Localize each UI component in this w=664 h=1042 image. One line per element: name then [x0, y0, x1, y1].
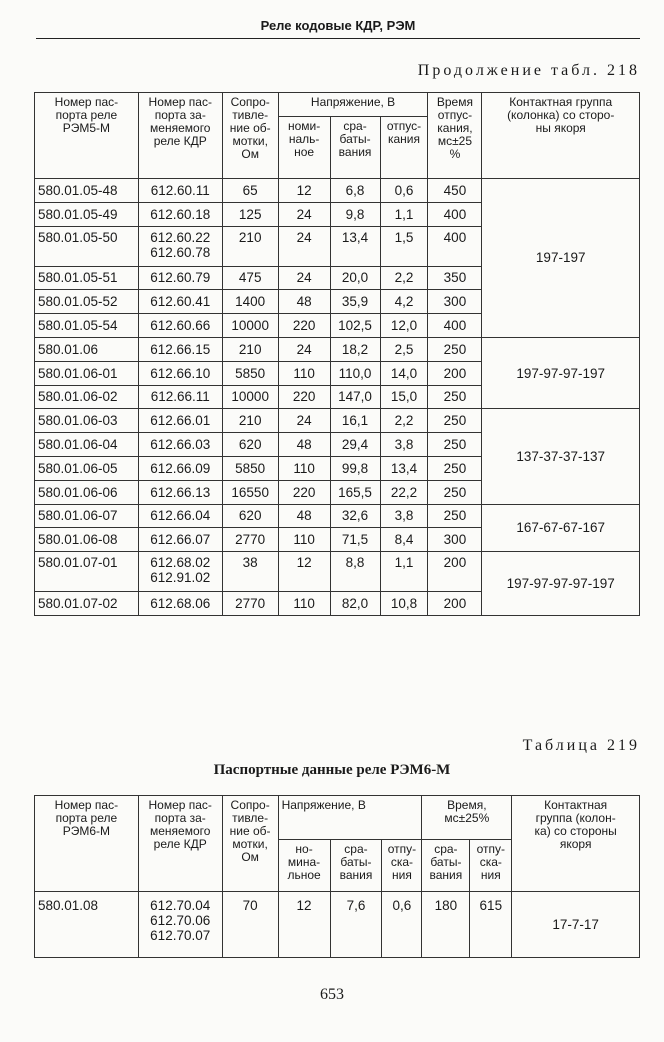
cell-passport: 580.01.06-08 — [35, 528, 139, 552]
cell-pickup: 147,0 — [330, 385, 380, 409]
table-219-label: Таблица 219 — [522, 737, 640, 754]
cell-passport: 580.01.05-52 — [35, 290, 139, 314]
cell-time: 400 — [428, 314, 482, 338]
cell-release: 1,5 — [380, 226, 428, 266]
header-voltage: Напряжение, В — [278, 93, 428, 117]
cell-time: 300 — [428, 290, 482, 314]
cell-nominal: 220 — [278, 480, 330, 504]
cell-resistance: 2770 — [222, 528, 278, 552]
cell-nominal: 220 — [278, 385, 330, 409]
cell-release: 14,0 — [380, 361, 428, 385]
cell-replaced: 612.66.11 — [138, 385, 222, 409]
table-row — [35, 409, 640, 433]
header-nominal: номи- наль- ное — [278, 117, 330, 179]
cell-resistance: 38 — [222, 552, 278, 592]
cell-time: 400 — [428, 202, 482, 226]
cell-nominal: 220 — [278, 314, 330, 338]
cell-passport: 580.01.06-01 — [35, 361, 139, 385]
cell-release: 1,1 — [380, 552, 428, 592]
cell-passport: 580.01.05-50 — [35, 226, 139, 266]
cell-nominal: 48 — [278, 433, 330, 457]
cell-pickup: 29,4 — [330, 433, 380, 457]
cell-resistance: 5850 — [222, 361, 278, 385]
cell-contact-group: 197-197 — [482, 179, 640, 338]
cell-replaced: 612.68.06 — [138, 592, 222, 616]
cell-replaced: 612.66.15 — [138, 337, 222, 361]
header-resistance: Сопро- тивле- ние об- мотки, Ом — [222, 796, 278, 892]
running-header: Реле кодовые КДР, РЭМ — [36, 14, 640, 39]
cell-resistance: 210 — [222, 226, 278, 266]
cell-replaced: 612.66.13 — [138, 480, 222, 504]
cell-replaced: 612.66.01 — [138, 409, 222, 433]
cell-passport: 580.01.05-49 — [35, 202, 139, 226]
header-passport: Номер пас- порта реле РЭМ5-М — [35, 93, 139, 179]
cell-replaced: 612.60.22 612.60.78 — [138, 226, 222, 266]
cell-nominal: 24 — [278, 337, 330, 361]
cell-nominal: 110 — [278, 361, 330, 385]
cell-pickup: 8,8 — [330, 552, 380, 592]
cell-replaced: 612.66.07 — [138, 528, 222, 552]
cell-release: 10,8 — [380, 592, 428, 616]
cell-passport: 580.01.05-48 — [35, 179, 139, 203]
table-row — [35, 337, 640, 361]
cell-time: 200 — [428, 592, 482, 616]
cell-passport: 580.01.06-04 — [35, 433, 139, 457]
cell-time-pickup: 180 — [422, 892, 470, 958]
cell-release: 12,0 — [380, 314, 428, 338]
header-time-release: отпу- ска- ния — [470, 840, 512, 892]
cell-replaced: 612.66.10 — [138, 361, 222, 385]
table-continuation-label: Продолжение табл. 218 — [417, 62, 640, 79]
cell-time: 200 — [428, 552, 482, 592]
cell-pickup: 7,6 — [330, 892, 382, 958]
cell-pickup: 9,8 — [330, 202, 380, 226]
cell-release: 3,8 — [380, 504, 428, 528]
cell-release: 2,5 — [380, 337, 428, 361]
cell-pickup: 82,0 — [330, 592, 380, 616]
cell-nominal: 24 — [278, 226, 330, 266]
cell-replaced: 612.66.09 — [138, 456, 222, 480]
cell-passport: 580.01.05-51 — [35, 266, 139, 290]
cell-contact-group: 197-97-97-97-197 — [482, 552, 640, 616]
cell-nominal: 24 — [278, 266, 330, 290]
cell-replaced: 612.60.79 — [138, 266, 222, 290]
table-219 — [34, 795, 640, 958]
header-time: Время, мс±25% — [422, 796, 512, 840]
cell-nominal: 12 — [278, 179, 330, 203]
cell-nominal: 110 — [278, 528, 330, 552]
cell-release: 2,2 — [380, 266, 428, 290]
cell-release: 13,4 — [380, 456, 428, 480]
header-passport: Номер пас- порта реле РЭМ6-М — [35, 796, 139, 892]
cell-replaced: 612.70.04 612.70.06 612.70.07 — [138, 892, 222, 958]
cell-contact-group: 167-67-67-167 — [482, 504, 640, 552]
cell-contact-group: 137-37-37-137 — [482, 409, 640, 504]
header-time-pickup: сра- баты- вания — [422, 840, 470, 892]
cell-time: 300 — [428, 528, 482, 552]
cell-pickup: 71,5 — [330, 528, 380, 552]
cell-nominal: 48 — [278, 290, 330, 314]
cell-passport: 580.01.06-07 — [35, 504, 139, 528]
header-contact: Контактная группа (колон- ка) со стороны якоря — [512, 796, 640, 892]
cell-resistance: 210 — [222, 409, 278, 433]
cell-contact-group: 197-97-97-197 — [482, 337, 640, 408]
table-219-title: Паспортные данные реле РЭМ6-М — [213, 762, 451, 778]
cell-replaced: 612.60.66 — [138, 314, 222, 338]
cell-nominal: 24 — [278, 409, 330, 433]
cell-replaced: 612.68.02 612.91.02 — [138, 552, 222, 592]
cell-time: 250 — [428, 409, 482, 433]
header-contact: Контактная группа (колонка) со сторо- ны якоря — [482, 93, 640, 179]
header-pickup: сра- баты- вания — [330, 117, 380, 179]
cell-nominal: 12 — [278, 552, 330, 592]
cell-replaced: 612.60.11 — [138, 179, 222, 203]
cell-pickup: 18,2 — [330, 337, 380, 361]
cell-time: 200 — [428, 361, 482, 385]
cell-passport: 580.01.06-03 — [35, 409, 139, 433]
cell-resistance: 65 — [222, 179, 278, 203]
header-replaced: Номер пас- порта за- меняемого реле КДР — [138, 796, 222, 892]
header-release: отпу- ска- ния — [382, 840, 422, 892]
cell-nominal: 24 — [278, 202, 330, 226]
cell-time: 250 — [428, 433, 482, 457]
cell-replaced: 612.60.18 — [138, 202, 222, 226]
cell-resistance: 1400 — [222, 290, 278, 314]
header-resistance: Сопро- тивле- ние об- мотки, Ом — [222, 93, 278, 179]
cell-resistance: 16550 — [222, 480, 278, 504]
cell-pickup: 16,1 — [330, 409, 380, 433]
cell-pickup: 165,5 — [330, 480, 380, 504]
cell-release: 1,1 — [380, 202, 428, 226]
table-row — [35, 552, 640, 592]
cell-resistance: 70 — [222, 892, 278, 958]
cell-time: 250 — [428, 337, 482, 361]
cell-resistance: 2770 — [222, 592, 278, 616]
table-row — [35, 179, 640, 203]
cell-passport: 580.01.08 — [35, 892, 139, 958]
header-pickup: сра- баты- вания — [330, 840, 382, 892]
cell-passport: 580.01.06-02 — [35, 385, 139, 409]
cell-release: 3,8 — [380, 433, 428, 457]
cell-passport: 580.01.07-02 — [35, 592, 139, 616]
header-voltage: Напряжение, В — [278, 796, 422, 840]
cell-release: 15,0 — [380, 385, 428, 409]
cell-resistance: 210 — [222, 337, 278, 361]
table-row — [35, 504, 640, 528]
cell-nominal: 12 — [278, 892, 330, 958]
cell-nominal: 48 — [278, 504, 330, 528]
cell-time: 450 — [428, 179, 482, 203]
cell-replaced: 612.66.04 — [138, 504, 222, 528]
cell-time: 250 — [428, 504, 482, 528]
cell-resistance: 10000 — [222, 385, 278, 409]
cell-contact: 17-7-17 — [512, 892, 640, 958]
cell-pickup: 35,9 — [330, 290, 380, 314]
cell-nominal: 110 — [278, 592, 330, 616]
cell-release: 2,2 — [380, 409, 428, 433]
cell-passport: 580.01.06-05 — [35, 456, 139, 480]
cell-replaced: 612.66.03 — [138, 433, 222, 457]
cell-resistance: 5850 — [222, 456, 278, 480]
cell-time-release: 615 — [470, 892, 512, 958]
cell-replaced: 612.60.41 — [138, 290, 222, 314]
cell-pickup: 32,6 — [330, 504, 380, 528]
cell-pickup: 13,4 — [330, 226, 380, 266]
cell-time: 350 — [428, 266, 482, 290]
header-time: Время отпус- кания, мс±25 % — [428, 93, 482, 179]
cell-time: 250 — [428, 456, 482, 480]
cell-passport: 580.01.06-06 — [35, 480, 139, 504]
cell-resistance: 475 — [222, 266, 278, 290]
cell-pickup: 102,5 — [330, 314, 380, 338]
cell-passport: 580.01.07-01 — [35, 552, 139, 592]
cell-time: 250 — [428, 480, 482, 504]
header-replaced: Номер пас- порта за- меняемого реле КДР — [138, 93, 222, 179]
cell-pickup: 20,0 — [330, 266, 380, 290]
cell-passport: 580.01.05-54 — [35, 314, 139, 338]
cell-release: 0,6 — [380, 179, 428, 203]
cell-release: 22,2 — [380, 480, 428, 504]
cell-release: 8,4 — [380, 528, 428, 552]
cell-pickup: 99,8 — [330, 456, 380, 480]
cell-time: 250 — [428, 385, 482, 409]
cell-resistance: 620 — [222, 433, 278, 457]
cell-pickup: 6,8 — [330, 179, 380, 203]
cell-release: 4,2 — [380, 290, 428, 314]
page-number: 653 — [320, 986, 344, 1003]
table-218 — [34, 92, 640, 616]
cell-release: 0,6 — [382, 892, 422, 958]
header-nominal: но- мина- льное — [278, 840, 330, 892]
header-release: отпус- кания — [380, 117, 428, 179]
cell-resistance: 620 — [222, 504, 278, 528]
cell-pickup: 110,0 — [330, 361, 380, 385]
cell-resistance: 10000 — [222, 314, 278, 338]
cell-time: 400 — [428, 226, 482, 266]
cell-resistance: 125 — [222, 202, 278, 226]
cell-passport: 580.01.06 — [35, 337, 139, 361]
table-row — [35, 892, 640, 958]
cell-nominal: 110 — [278, 456, 330, 480]
